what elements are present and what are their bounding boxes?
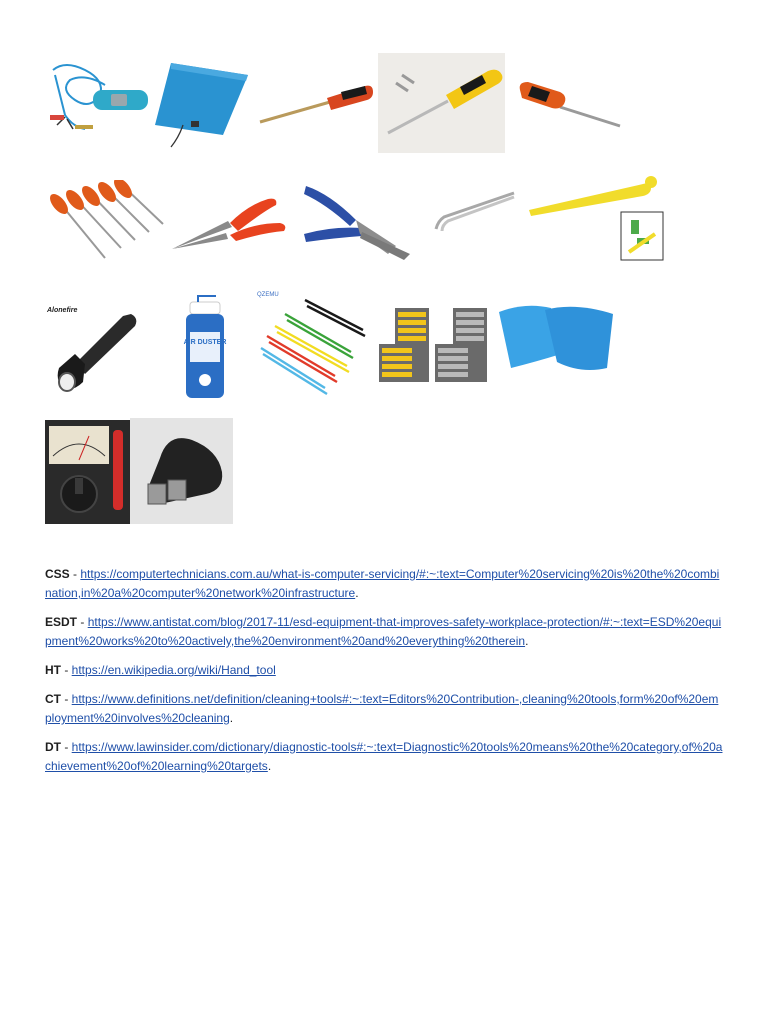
reference-link[interactable]: https://www.antistat.com/blog/2017-11/esd-equipment-that-improves-safety-workplace-protection/#:~:text=ESD%20equipment%20works%20to%20actively,the%20environment%20and%20everything%20therein [45,615,722,648]
reference-css [45,565,725,603]
reference-end: . [229,711,234,725]
reference-esdt [45,613,725,651]
reference-separator: - [77,615,88,629]
cable-ties-brand-label: QZEMU [257,292,279,298]
reference-code: DT [45,740,61,754]
needle-nose-pliers-image [168,185,293,260]
lint-free-cloth-image [495,298,620,378]
reference-code: CT [45,692,61,706]
reference-code: ESDT [45,615,78,629]
part-retriever-image [525,170,665,265]
reference-ht [45,661,725,680]
reference-link[interactable]: https://www.definitions.net/definition/cleaning+tools#:~:text=Editors%20Contribution-,cleaning%20tools,form%20of%20employment%20involves%20cleaning [45,692,719,725]
esd-wrist-strap-image [45,55,150,155]
reference-end: . [525,634,529,648]
flathead-screwdriver-image [378,53,505,153]
wire-cutters-image [300,180,420,265]
reference-code: HT [45,663,61,677]
reference-ct [45,690,725,728]
reference-code: CSS [45,567,70,581]
reference-end: . [355,586,359,600]
air-can-label: AIR DUSTER [183,339,227,346]
reference-separator: - [69,567,81,581]
references-list [45,565,725,786]
compressed-air-can-image [160,292,250,402]
reference-separator: - [61,663,72,677]
cable-ties-image [255,286,375,401]
reference-dt [45,738,725,776]
tweezers-image [430,185,520,235]
reference-separator: - [61,740,72,754]
phillips-screwdriver-image [510,62,640,152]
esd-mat-image [153,55,253,155]
multimeter-image [45,420,130,524]
flashlight-brand-label: Alonefire [47,307,78,314]
screwdriver-image [255,70,375,140]
screwdriver-set-image [45,180,165,265]
reference-link[interactable]: https://en.wikipedia.org/wiki/Hand_tool [71,663,276,677]
reference-link[interactable]: https://computertechnicians.com.au/what-is-computer-servicing/#:~:text=Computer%20servicing%20is%20the%20combination,in%20a%20computer%20network%20infrastructure [45,567,720,600]
reference-link[interactable]: https://www.lawinsider.com/dictionary/diagnostic-tools#:~:text=Diagnostic%20tools%20means%20the%20category,of%20achievement%20of%20learning%20targets [45,740,723,773]
flashlight-image [45,300,145,405]
reference-separator: - [61,692,72,706]
parts-organizer-image [375,300,490,390]
loopback-plug-image [130,418,233,524]
reference-end: . [267,759,272,773]
